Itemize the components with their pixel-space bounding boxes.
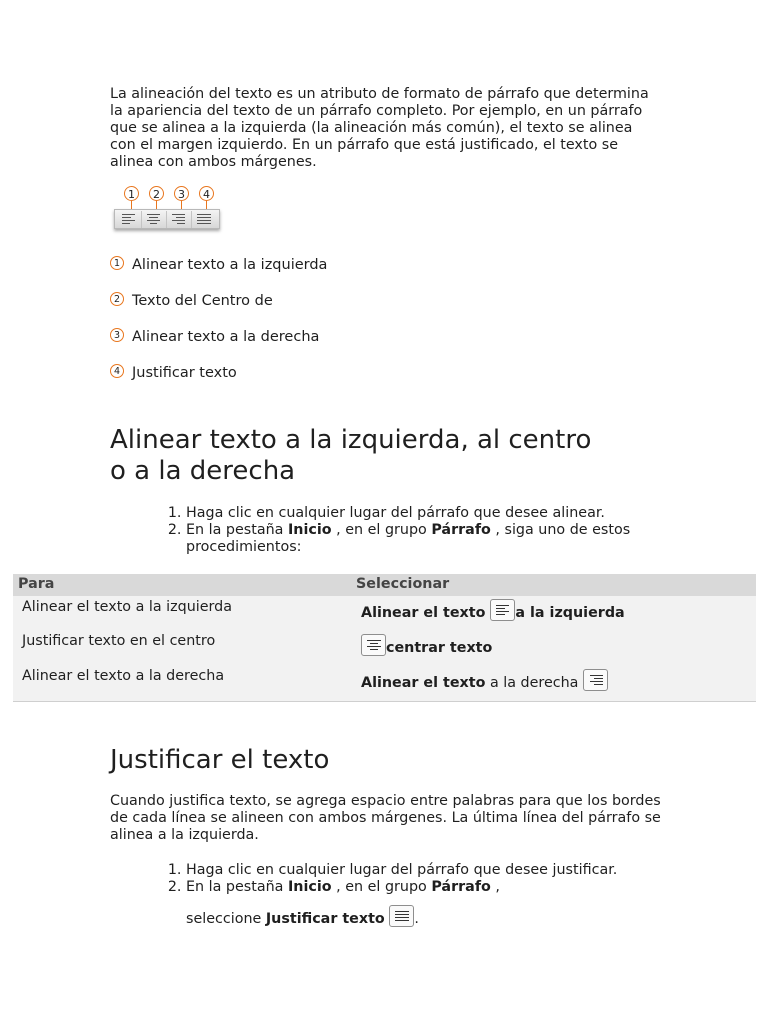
callout-1: 1 bbox=[124, 186, 139, 201]
step-2-continuation: seleccione Justificar texto . bbox=[186, 905, 666, 928]
row3-select: Alinear el texto a la derecha bbox=[361, 669, 608, 691]
tab-name: Inicio bbox=[287, 522, 332, 538]
legend-text: Alinear texto a la derecha bbox=[132, 329, 320, 345]
intro-block bbox=[110, 86, 658, 171]
legend-text: Justificar texto bbox=[132, 365, 237, 381]
legend-number: 3 bbox=[110, 328, 124, 342]
row2-select: centrar texto bbox=[361, 634, 492, 656]
legend-number: 4 bbox=[110, 364, 124, 378]
heading-line-1: Alinear texto a la izquierda, al centro bbox=[110, 425, 592, 455]
group-name: Párrafo bbox=[431, 879, 491, 895]
row1-para: Alinear el texto a la izquierda bbox=[22, 599, 233, 615]
row3-para: Alinear el texto a la derecha bbox=[22, 668, 225, 684]
legend-number: 2 bbox=[110, 292, 124, 306]
align-center-icon bbox=[143, 211, 167, 228]
align-right-icon bbox=[168, 211, 192, 228]
intro-paragraph: La alineación del texto es un atributo de formato de párrafo que determina la apariencia del texto de un párrafo completo. Por ejemplo, en un párrafo que se alinea a la izquierda (la alineación más común), el texto se alinea con el margen izquierdo. En un párrafo que está justificado, el texto se alinea con ambos márgenes. bbox=[110, 86, 649, 170]
justify-paragraph: Cuando justifica texto, se agrega espacio entre palabras para que los bordes de cada línea se alineen con ambos márgenes. La última línea del párrafo se alinea a la izquierda. bbox=[110, 793, 661, 843]
justify-steps-list bbox=[160, 862, 666, 928]
step-1: 1. Haga clic en cualquier lugar del párrafo que desee alinear. bbox=[186, 505, 666, 522]
step-1: 1. Haga clic en cualquier lugar del párrafo que desee justificar. bbox=[186, 862, 666, 879]
legend-text: Texto del Centro de bbox=[132, 293, 273, 309]
table-header bbox=[13, 574, 756, 596]
callout-row bbox=[110, 186, 225, 206]
group-name: Párrafo bbox=[431, 522, 491, 538]
paragraph-toolbar-illustration bbox=[110, 186, 225, 234]
options-table bbox=[13, 574, 756, 702]
section-heading-justify bbox=[110, 745, 670, 776]
align-left-icon[interactable] bbox=[490, 599, 515, 621]
legend-text: Alinear texto a la izquierda bbox=[132, 257, 328, 273]
row1-select: Alinear el texto a la izquierda bbox=[361, 599, 625, 621]
callout-4: 4 bbox=[199, 186, 214, 201]
command-name: Justificar texto bbox=[265, 911, 385, 927]
callout-3: 3 bbox=[174, 186, 189, 201]
step-2: 2. En la pestaña Inicio , en el grupo Párrafo , siga uno de estos procedimientos: bbox=[186, 522, 666, 556]
align-right-icon[interactable] bbox=[583, 669, 608, 691]
justify-icon bbox=[193, 211, 216, 228]
align-steps-list bbox=[160, 505, 666, 556]
tab-name: Inicio bbox=[287, 879, 332, 895]
toolbar-strip bbox=[114, 209, 220, 229]
align-left-icon bbox=[118, 211, 142, 228]
justify-icon[interactable] bbox=[389, 905, 414, 927]
align-center-icon[interactable] bbox=[361, 634, 386, 656]
col-header-para: Para bbox=[18, 576, 55, 592]
section-heading-align bbox=[110, 425, 670, 487]
callout-2: 2 bbox=[149, 186, 164, 201]
step-2: 2. En la pestaña Inicio , en el grupo Párrafo , seleccione Justificar texto . bbox=[186, 879, 666, 928]
row2-para: Justificar texto en el centro bbox=[22, 633, 216, 649]
heading-justify: Justificar el texto bbox=[110, 745, 330, 775]
heading-line-2: o a la derecha bbox=[110, 456, 296, 486]
col-header-select: Seleccionar bbox=[356, 576, 450, 592]
legend-number: 1 bbox=[110, 256, 124, 270]
